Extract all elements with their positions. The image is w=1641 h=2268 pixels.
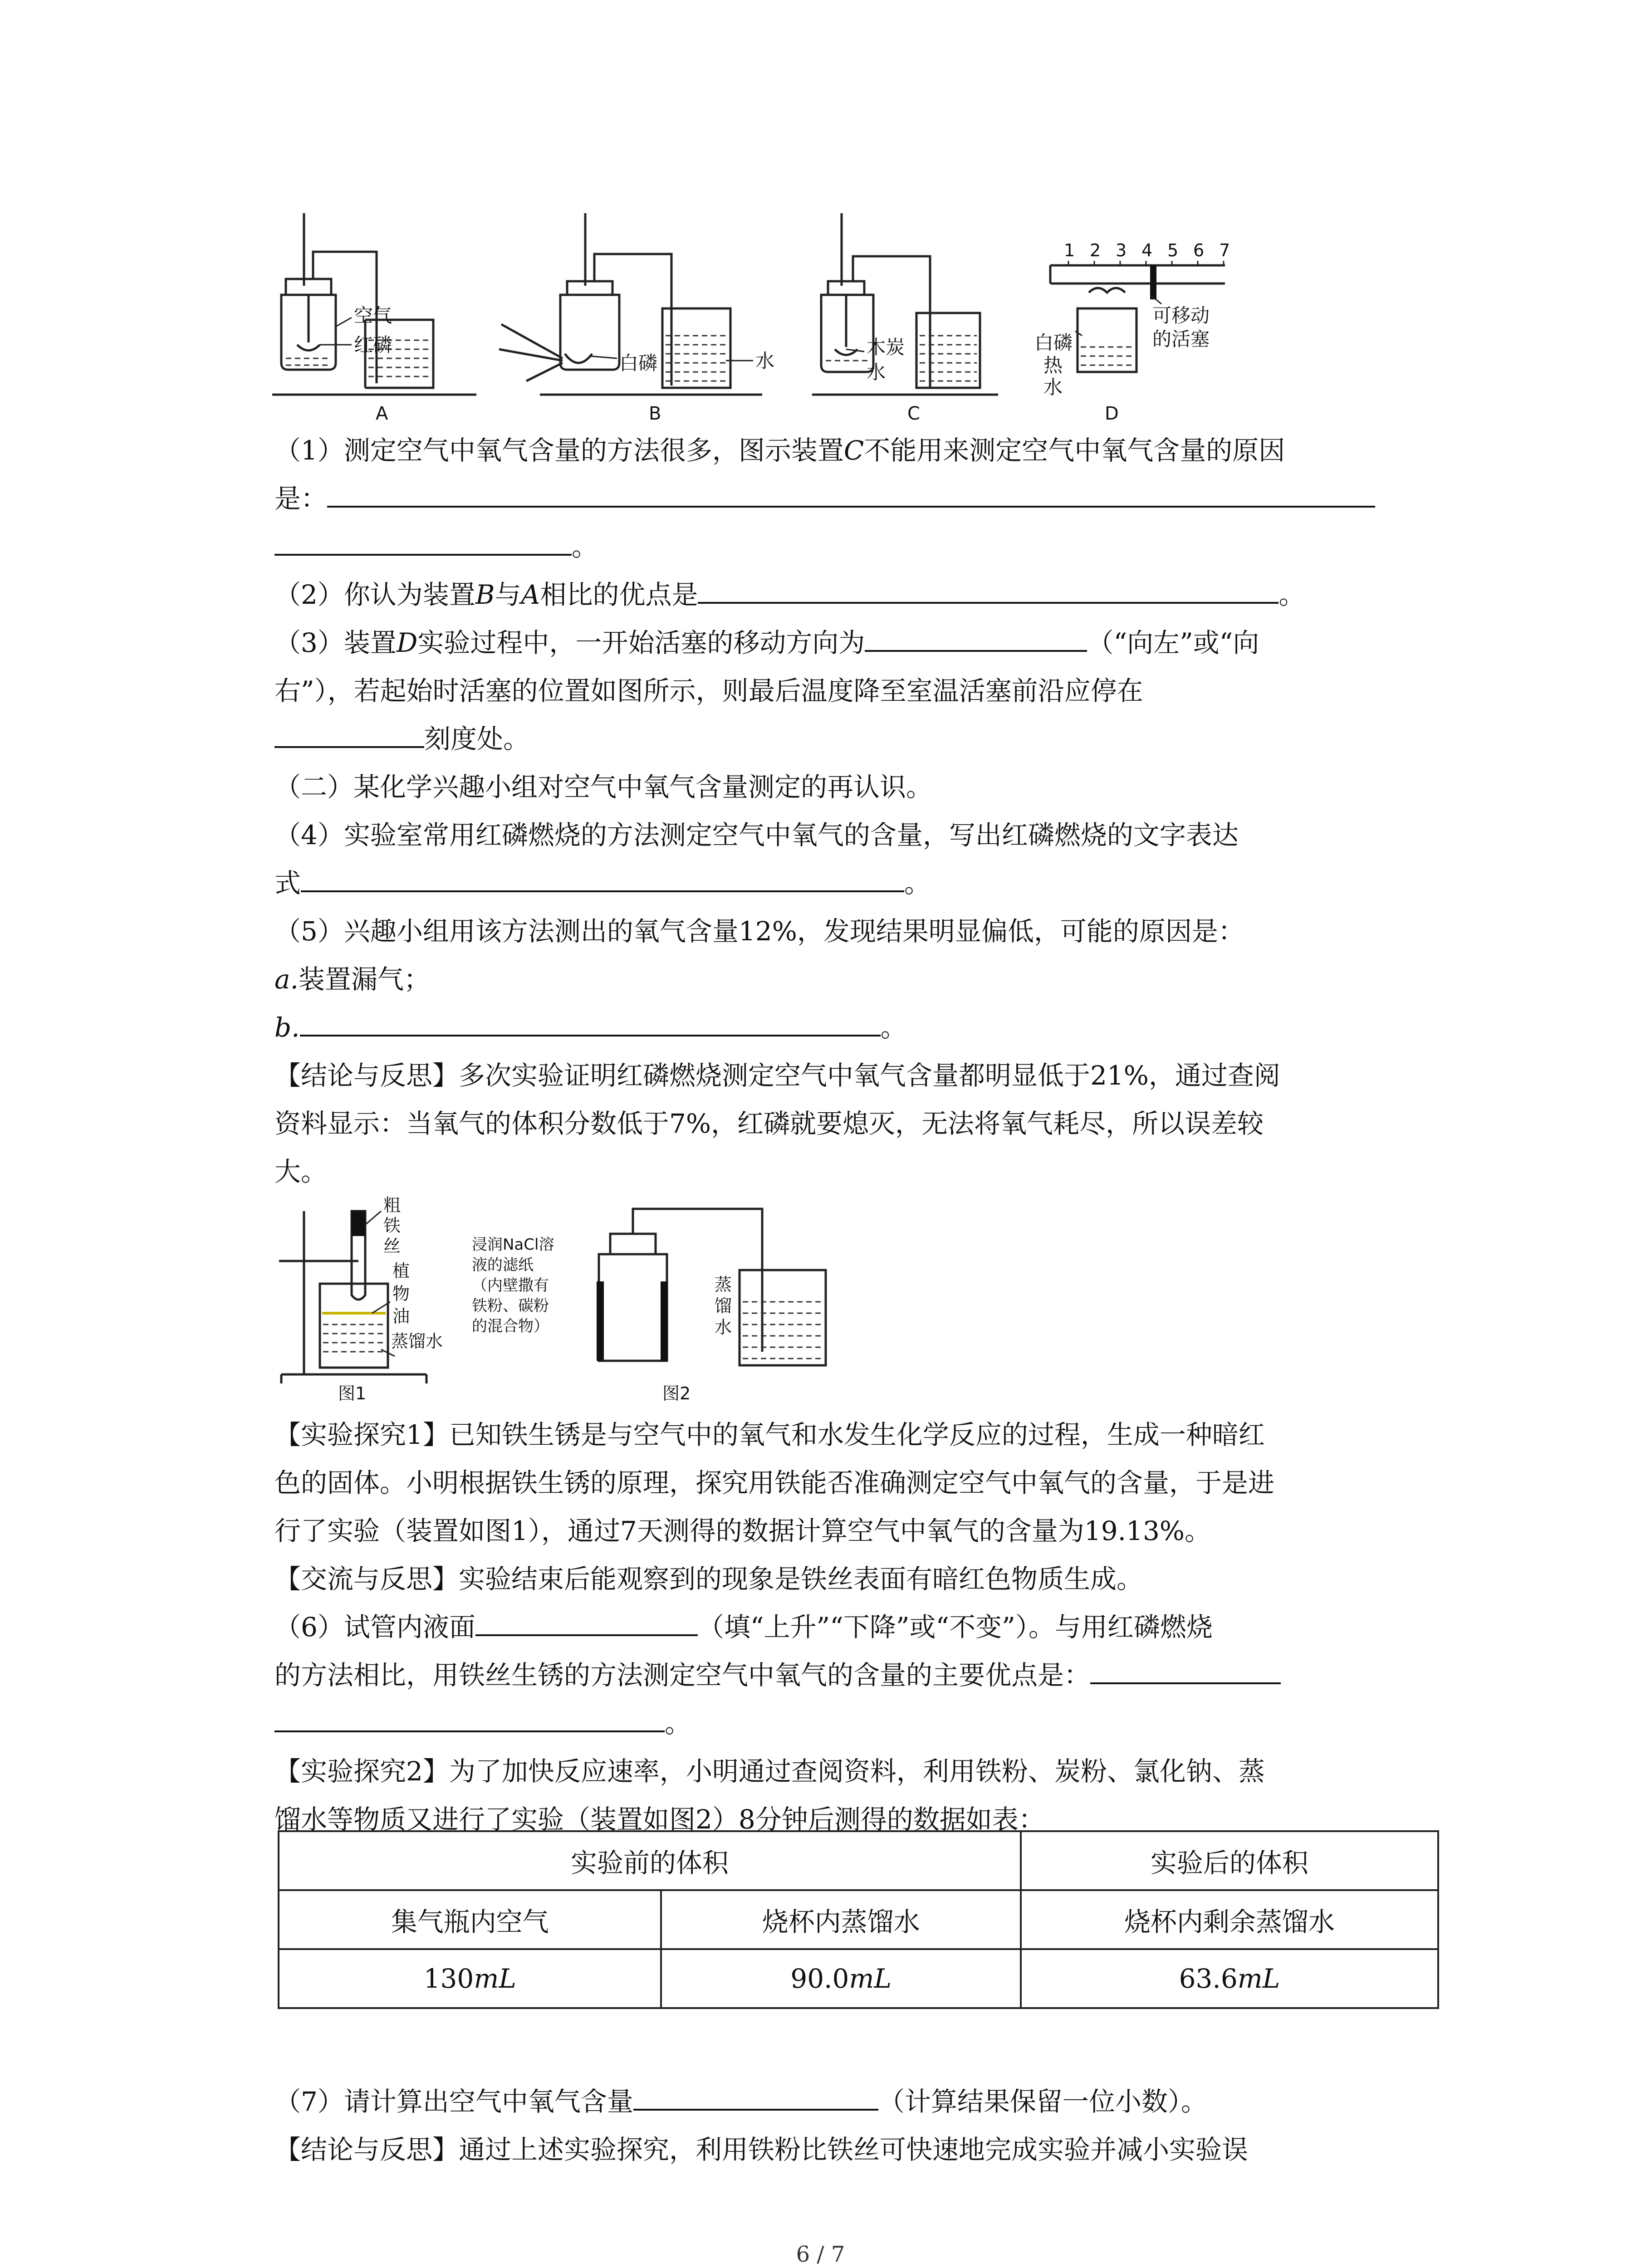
cell-air-volume: 130mL [279,1949,661,2008]
scale-tick-7: 7 [1219,240,1230,260]
fig1-label-3: 丝 [383,1236,401,1256]
iron-apparatus-figure [272,1193,862,1406]
q5-a-line: a.装置漏气； [274,964,431,995]
caption-d: D [1105,403,1119,424]
q3-line-2: 右”），若起始时活塞的位置如图所示，则最后温度降至室温活塞前沿应停在 [274,675,1143,706]
fig1-label-2: 铁 [383,1216,401,1236]
q5-b-answer-blank[interactable] [300,1007,881,1036]
q7-line: （7）请计算出空气中氧气含量 （计算结果保留一位小数）。 [274,2077,1440,2126]
fig1-label-7: 蒸馏水 [391,1331,443,1351]
col-air-in-bottle: 集气瓶内空气 [279,1890,661,1949]
fig2-side-1: 浸润NaCl溶 [472,1236,554,1254]
exp1-line-3: 行了实验（装置如图1），通过7天测得的数据计算空气中氧气的含量为19.13%。 [274,1515,1211,1546]
caption-a: A [376,403,388,424]
exp1-line-1: 【实验探究1】已知铁生锈是与空气中的氧气和水发生化学反应的过程，生成一种暗红 [274,1419,1265,1450]
fig2-side-3: （内壁撒有 [472,1276,549,1295]
scale-tick-5: 5 [1167,240,1179,260]
q1-answer-line-2: 。 [274,523,1440,571]
q1-line: （1）测定空气中氧气含量的方法很多，图示装置C不能用来测定空气中氧气含量的原因 [274,435,1285,466]
section-2-heading: （二）某化学兴趣小组对空气中氧气含量测定的再认识。 [274,772,933,802]
questions-part-2 [274,1411,1440,1843]
exp2-line-2: 馏水等物质又进行了实验（装置如图2）8分钟后测得的数据如表： [274,1804,1045,1835]
fig2-side-4: 铁粉、碳粉 [472,1297,549,1315]
q2-line: （2）你认为装置B与A相比的优点是 。 [274,571,1440,619]
fig2-filter-paper-left [597,1281,604,1361]
label-water-c: 水 [867,361,886,383]
q5-line: （5）兴趣小组用该方法测出的氧气含量12%，发现结果明显偏低，可能的原因是： [274,916,1244,947]
table-row [279,1890,1438,1949]
label-air: 空气 [354,304,392,327]
table-row [279,1831,1438,1890]
page-number: 6 / 7 [796,2242,845,2267]
fig1-caption: 图1 [338,1383,367,1403]
exp1-line-2: 色的固体。小明根据铁生锈的原理，探究用铁能否准确测定空气中氧气的含量，于是进 [274,1467,1275,1498]
label-white-phosphorus-b: 白磷 [619,352,658,374]
movable-piston [1150,265,1156,299]
fig2-caption: 图2 [662,1383,691,1403]
conclusion-1-line-3: 大。 [274,1156,328,1187]
conclusion-2-line: 【结论与反思】通过上述实验探究，利用铁粉比铁丝可快速地完成实验并减小实验误 [274,2134,1249,2165]
cell-remaining-volume: 63.6mL [1021,1949,1438,2008]
q6-advantage-blank-2[interactable] [274,1703,665,1732]
header-before: 实验前的体积 [279,1831,1021,1890]
scale-tick-4: 4 [1141,240,1153,260]
fig1-label-4: 植 [392,1261,410,1281]
q5-b-line: b. 。 [274,1003,1440,1051]
label-piston-1: 可移动 [1152,304,1210,327]
col-remaining-water: 烧杯内剩余蒸馏水 [1021,1890,1438,1949]
q6-level-blank[interactable] [475,1607,698,1636]
fig2-water-3: 水 [715,1317,732,1337]
scale-tick-1: 1 [1064,240,1075,260]
q6-line-2: 的方法相比，用铁丝生锈的方法测定空气中氧气的含量的主要优点是： [274,1651,1440,1699]
fig2-water-1: 蒸 [715,1275,732,1295]
caption-b: B [649,403,661,424]
volume-data-table [278,1830,1439,2009]
q1-answer-line: 是： [274,474,1440,523]
q1-answer-blank[interactable] [327,479,1375,508]
q3-line-3: 刻度处。 [274,715,1440,763]
scale-tick-6: 6 [1193,240,1205,260]
iron-apparatus-drawing [272,1193,862,1406]
table-row [279,1949,1438,2008]
header-after: 实验后的体积 [1021,1831,1438,1890]
fig2-water-2: 馏 [715,1296,732,1316]
q6-line: （6）试管内液面 （填“上升”“下降”或“不变”）。与用红磷燃烧 [274,1603,1440,1651]
q4-line: （4）实验室常用红磷燃烧的方法测定空气中氧气的含量，写出红磷燃烧的文字表达 [274,820,1239,850]
fig2-side-2: 液的滤纸 [472,1256,534,1274]
q7-answer-blank[interactable] [633,2082,878,2111]
fig2-side-5: 的混合物） [472,1317,549,1335]
fig1-label-1: 粗 [383,1195,401,1215]
label-hot-1: 热 [1043,354,1063,376]
label-water-b: 水 [755,350,775,372]
fig1-label-6: 油 [392,1306,410,1326]
q6-line-3: 。 [274,1699,1440,1747]
q4-answer-line: 式 。 [274,859,1440,907]
exp2-line-1: 【实验探究2】为了加快反应速率，小明通过查阅资料，利用铁粉、炭粉、氯化钠、蒸 [274,1756,1265,1787]
q3-line: （3）装置D实验过程中，一开始活塞的移动方向为 （“向左”或“向 [274,619,1440,667]
q6-advantage-blank[interactable] [1090,1655,1281,1684]
label-piston-2: 的活塞 [1152,328,1210,350]
fig1-label-5: 物 [392,1284,410,1304]
exchange-line: 【交流与反思】实验结束后能观察到的现象是铁丝表面有暗红色物质生成。 [274,1564,1143,1594]
questions-part-3 [274,2077,1440,2174]
cell-water-volume: 90.0mL [661,1949,1020,2008]
conclusion-1-line-2: 资料显示：当氧气的体积分数低于7%，红磷就要熄灭，无法将氧气耗尽，所以误差较 [274,1108,1264,1139]
apparatus-figure-abcd [272,213,1243,426]
label-charcoal: 木炭 [867,336,905,358]
q3-direction-blank[interactable] [865,623,1087,652]
q4-answer-blank[interactable] [301,863,904,892]
col-water-in-beaker: 烧杯内蒸馏水 [661,1890,1020,1949]
q2-answer-blank[interactable] [698,575,1279,604]
label-white-phosphorus-d: 白磷 [1034,332,1073,354]
q3-scale-blank[interactable] [274,719,424,748]
questions-part-1 [274,426,1440,1196]
apparatus-drawing [272,213,1243,426]
conclusion-1-line-1: 【结论与反思】多次实验证明红磷燃烧测定空气中氧气含量都明显低于21%，通过查阅 [274,1060,1280,1091]
label-red-phosphorus: 红磷 [354,334,392,356]
q1-answer-blank-2[interactable] [274,527,572,556]
caption-c: C [907,403,920,424]
scale-tick-3: 3 [1116,240,1127,260]
fig2-filter-paper-right [661,1281,668,1361]
scale-tick-2: 2 [1090,240,1101,260]
label-hot-2: 水 [1043,376,1063,398]
thick-iron-wire [352,1211,365,1236]
